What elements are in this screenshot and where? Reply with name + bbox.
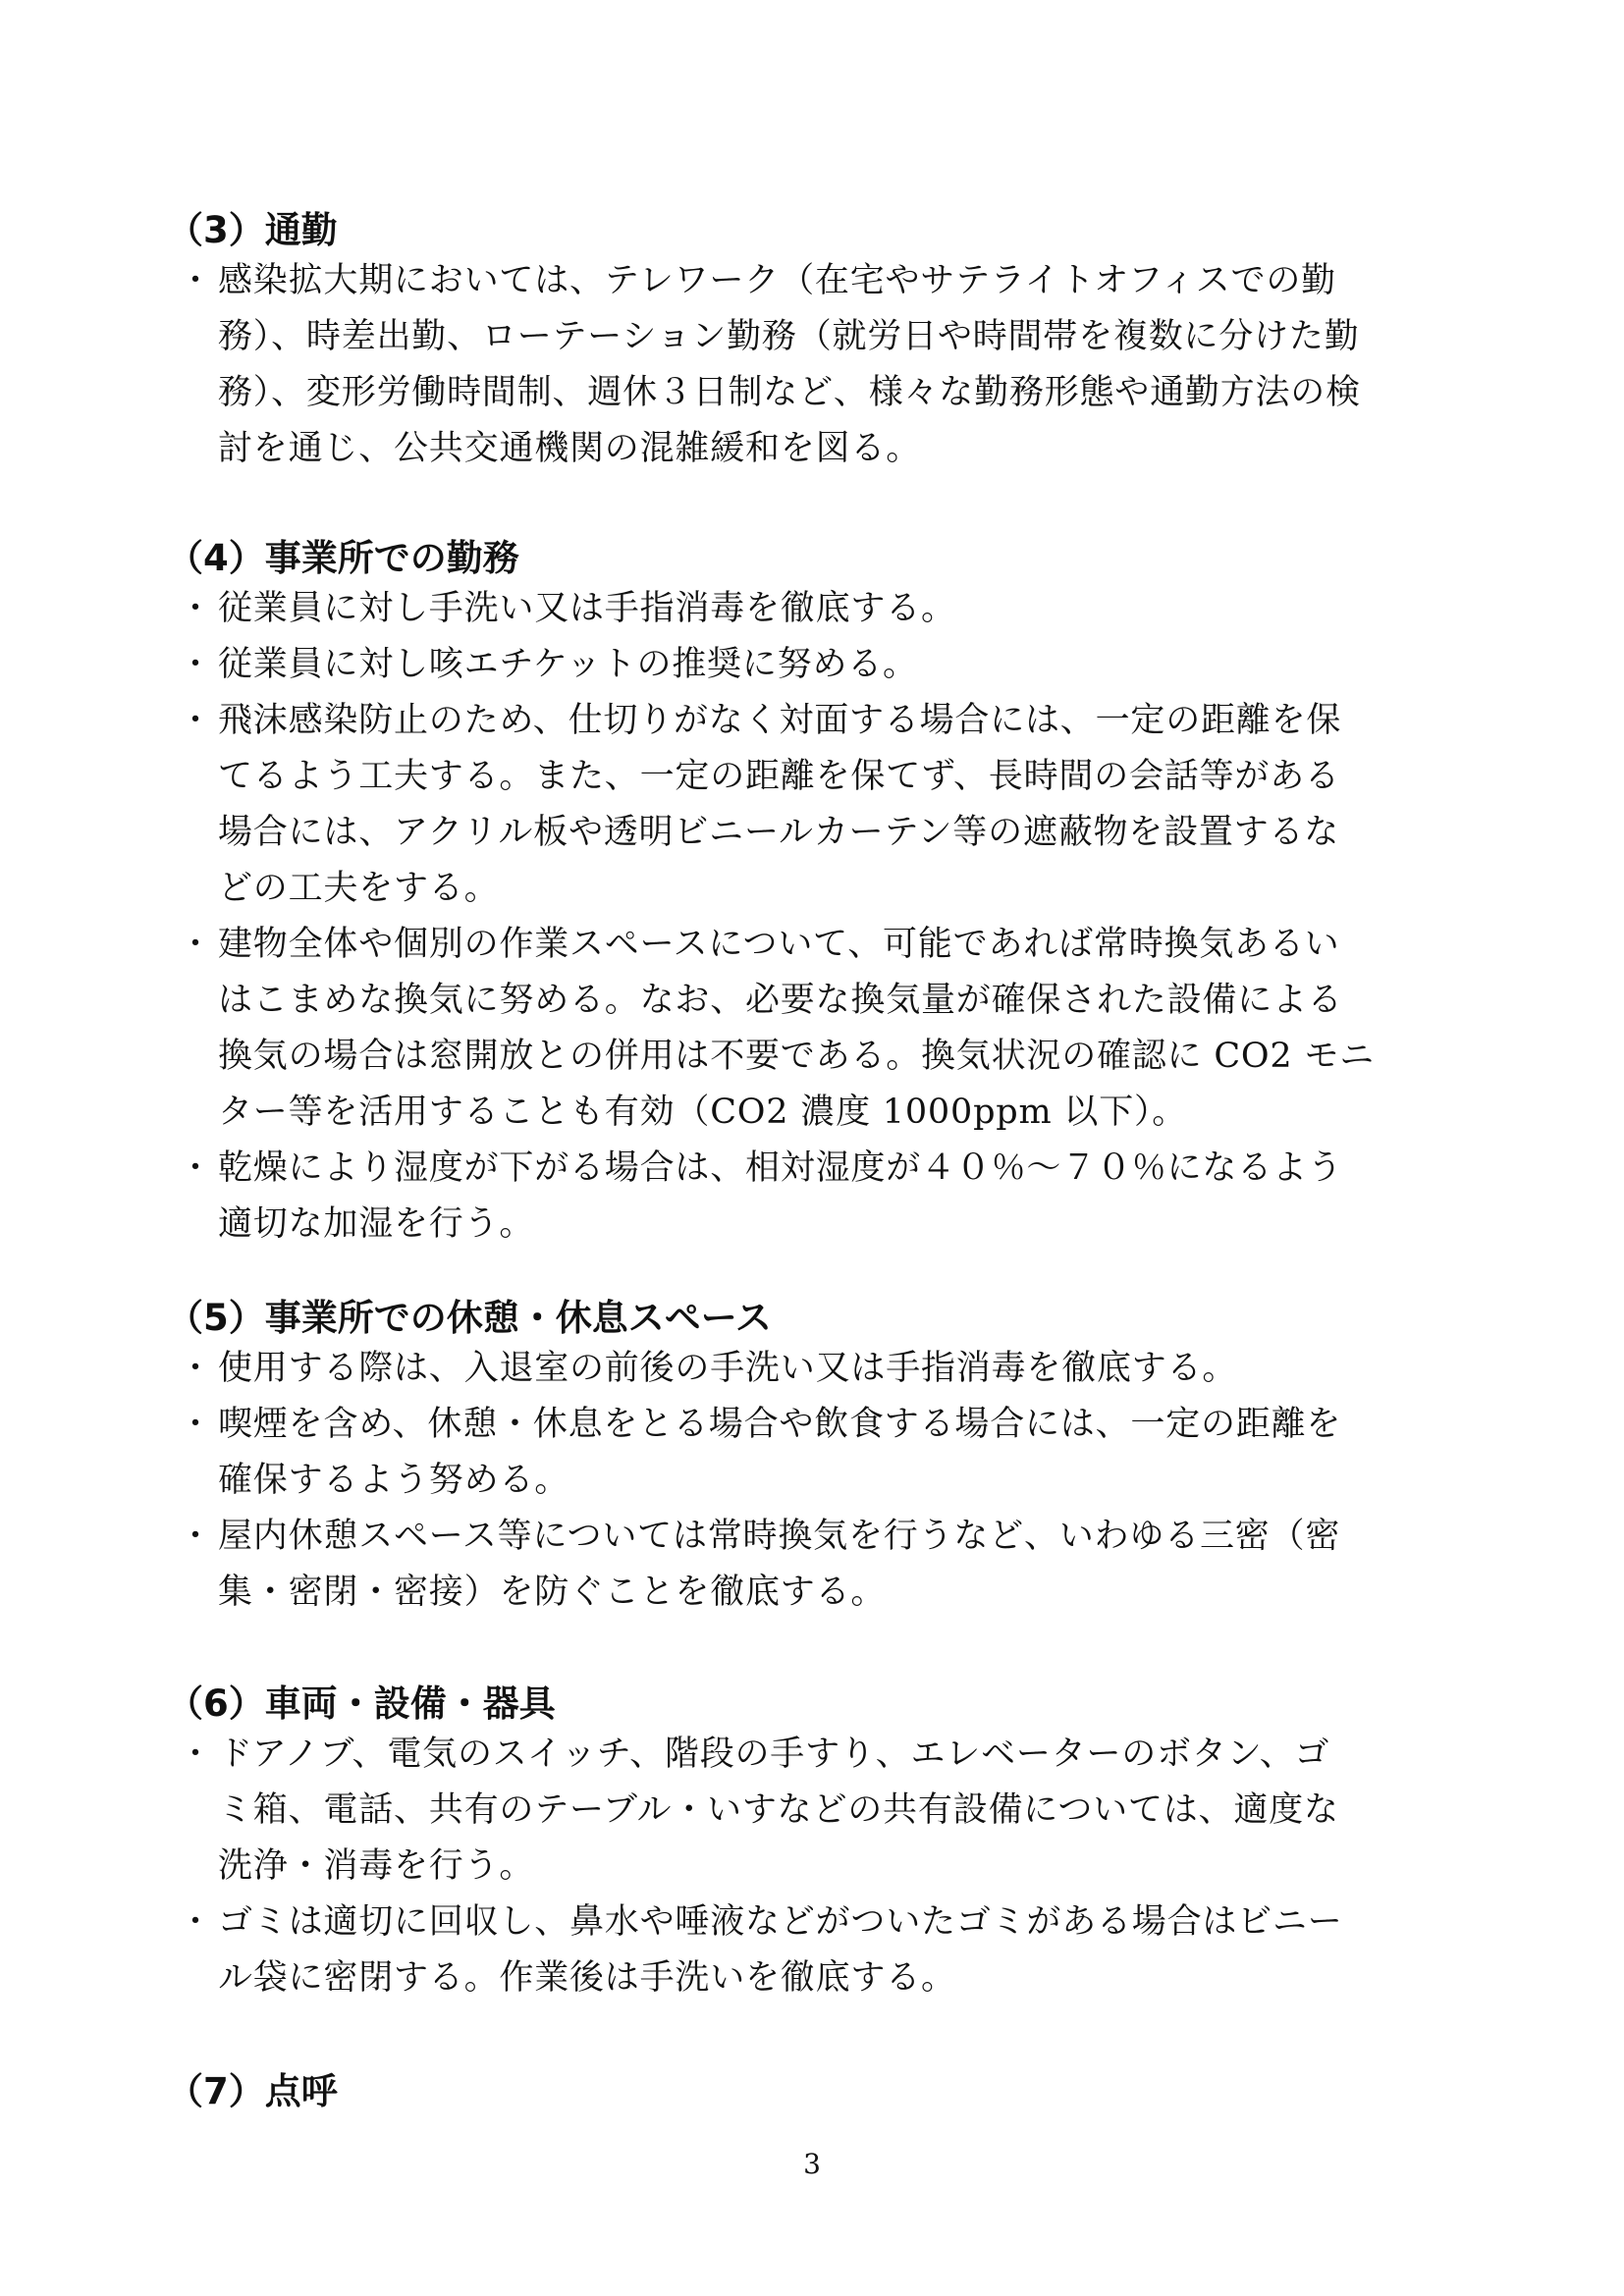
bullet-marker: ・ [179,1517,212,1556]
list-item [169,581,1485,637]
list-item-text: ドアノブ、電気のスイッチ、階段の手すり、エレベーターのボタン、ゴ ミ箱、電話、共有のテーブル・いすなどの共有設備については、適度な 洗浄・消毒を行う。 [218,1735,1339,1886]
section-heading-office-work: （4）事業所での勤務 [167,537,519,579]
section-heading-roll-call: （7）点呼 [167,2070,338,2112]
list-item-text: 使用する際は、入退室の前後の手洗い又は手指消毒を徹底する。 [218,1349,1238,1388]
bullet-marker: ・ [179,1349,212,1388]
list-item [169,1727,1485,1895]
list-item [169,253,1485,477]
list-item [169,917,1485,1141]
list-item-text: 屋内休憩スペース等については常時換気を行うなど、いわゆる三密（密 集・密閉・密接）を防ぐことを徹底する。 [218,1517,1341,1612]
bullet-marker: ・ [179,925,212,964]
bullet-list-office-work [169,581,1485,1253]
bullet-marker: ・ [179,701,212,740]
list-item [169,693,1485,917]
list-item-text: 建物全体や個別の作業スペースについて、可能であれば常時換気あるい はこまめな換気に努める。なお、必要な換気量が確保された設備による 換気の場合は窓開放との併用は不要である。換気状況の確認に CO2 モニ ター等を活用することも有効（CO2 濃度 1000ppm 以下）。 [218,925,1375,1132]
list-item-text: 感染拡大期においては、テレワーク（在宅やサテライトオフィスでの勤 務）、時差出勤、ローテーション勤務（就労日や時間帯を複数に分けた勤 務）、変形労働時間制、週休３日制など、様々な勤務形態や通勤方法の検 討を通じ、公共交通機関の混雑緩和を図る。 [218,261,1361,468]
section-heading-break-space: （5）事業所での休憩・休息スペース [167,1297,772,1339]
list-item-text: 乾燥により湿度が下がる場合は、相対湿度が４０％～７０％になるよう 適切な加湿を行う。 [218,1148,1343,1244]
bullet-marker: ・ [179,589,212,628]
bullet-marker: ・ [179,1148,212,1188]
section-heading-vehicles-equipment: （6）車両・設備・器具 [167,1682,556,1725]
bullet-marker: ・ [179,1902,212,1942]
section-heading-commute: （3）通勤 [167,209,338,251]
bullet-marker: ・ [179,1405,212,1444]
bullet-marker: ・ [179,645,212,684]
bullet-list-commute [169,253,1485,477]
bullet-list-break-space [169,1341,1485,1621]
list-item-text: 喫煙を含め、休憩・休息をとる場合や飲食する場合には、一定の距離を 確保するよう努める。 [218,1405,1342,1500]
bullet-marker: ・ [179,1735,212,1774]
list-item [169,1341,1485,1397]
list-item [169,1895,1485,2006]
list-item [169,1509,1485,1621]
list-item [169,1141,1485,1253]
list-item-text: 従業員に対し咳エチケットの推奨に努める。 [218,645,918,684]
list-item [169,1397,1485,1509]
list-item-text: 飛沫感染防止のため、仕切りがなく対面する場合には、一定の距離を保 てるよう工夫する。また、一定の距離を保てず、長時間の会話等がある 場合には、アクリル板や透明ビニールカーテン等の遮蔽物を設置するな どの工夫をする。 [218,701,1342,908]
bullet-list-vehicles-equipment [169,1727,1485,2006]
list-item-text: ゴミは適切に回収し、鼻水や唾液などがついたゴミがある場合はビニー ル袋に密閉する。作業後は手洗いを徹底する。 [218,1902,1343,1998]
bullet-marker: ・ [179,261,212,300]
list-item-text: 従業員に対し手洗い又は手指消毒を徹底する。 [218,589,956,628]
list-item [169,637,1485,693]
page-number: 3 [803,2148,821,2180]
